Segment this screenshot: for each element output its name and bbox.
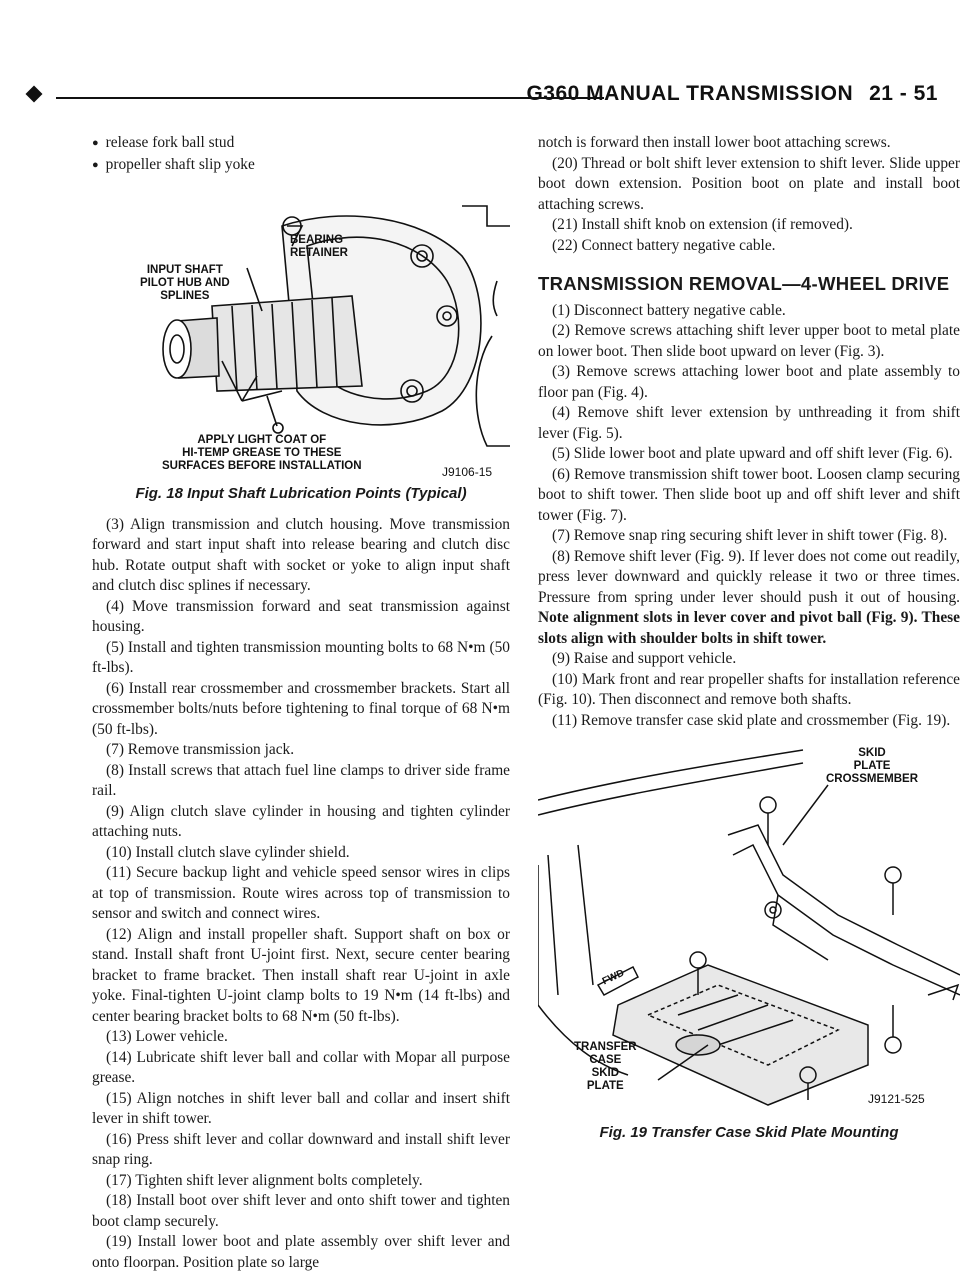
figure-19	[538, 745, 960, 1123]
removal-step-5: (5) Slide lower boot and plate upward and off shift lever (Fig. 6).	[552, 445, 953, 462]
step-8-text: (8) Remove shift lever (Fig. 9). If lever does not come out readily, press lever downward and quickly release it two or three times. Pressure from spring under lever should push it out of housing.	[538, 547, 960, 606]
removal-step-10: (10) Mark front and rear propeller shafts for installation reference (Fig. 10). Then disconnect and remove both shafts.	[538, 670, 960, 708]
removal-step-4: (4) Remove shift lever extension by unthreading it from shift lever (Fig. 5).	[538, 404, 960, 442]
page-title	[526, 82, 938, 106]
diamond-icon	[26, 86, 43, 103]
section-title: G360 MANUAL TRANSMISSION	[526, 82, 854, 105]
step-18: (18) Install boot over shift lever and onto shift tower and tighten boot clamp securely.	[92, 1192, 510, 1230]
input-shaft-illustration	[92, 186, 510, 466]
removal-step-7: (7) Remove snap ring securing shift lever in shift tower (Fig. 8).	[552, 527, 948, 544]
step-11: (11) Secure backup light and vehicle speed sensor wires in clips at top of transmission. Route wires across top of transmission to sensor and switch and connect wires.	[92, 864, 510, 922]
step-8: (8) Install screws that attach fuel line clamps to driver side frame rail.	[92, 761, 510, 799]
step-19: (19) Install lower boot and plate assembly over shift lever and onto floorpan. Position plate so large	[92, 1233, 510, 1271]
right-column	[538, 133, 960, 1144]
continued-text: notch is forward then install lower boot attaching screws.	[538, 134, 891, 151]
step-17: (17) Tighten shift lever alignment bolts completely.	[106, 1171, 423, 1189]
step-14: (14) Lubricate shift lever ball and collar with Mopar all purpose grease.	[92, 1048, 510, 1086]
left-column	[92, 133, 510, 1273]
step-6: (6) Install rear crossmember and crossmember brackets. Start all crossmember bolts/nuts before tightening to final torque of 68 N•m (50 ft-lbs).	[92, 679, 510, 738]
step-3: (3) Align transmission and clutch housing. Move transmission forward and start input shaft into release bearing and clutch disc hub. Rotate output shaft with socket or yoke to align input shaft and clutch disc splines if necessary.	[92, 515, 510, 594]
step-5: (5) Install and tighten transmission mounting bolts to 68 N•m (50 ft-lbs).	[92, 638, 510, 676]
list-item: ● release fork ball stud	[92, 133, 510, 155]
figure-19-caption: Fig. 19 Transfer Case Skid Plate Mounting	[599, 1124, 899, 1141]
bullet-list	[92, 133, 510, 176]
removal-step-8	[538, 547, 960, 650]
step-12: (12) Align and install propeller shaft. Support shaft on box or stand. Install shaft front U-joint first. Next, secure center bearing bracket to frame bracket. Then install shaft rear U-joint in axle yoke. Final-tighten U-joint clamp bolts to 19 N•m (14 ft-lbs) and center bearing bracket bolts to 68 N•m (50 ft-lbs).	[92, 925, 510, 1025]
transfer-case-skid-plate-label: TRANSFER CASE SKID PLATE	[574, 1041, 637, 1092]
removal-step-1: (1) Disconnect battery negative cable.	[552, 301, 786, 319]
skid-plate-crossmember-label: SKID PLATE CROSSMEMBER	[826, 747, 919, 785]
fwd-arrow-label: FWD	[600, 967, 627, 988]
figure-id: J9121-525	[868, 1092, 925, 1106]
step-15: (15) Align notches in shift lever ball and collar and insert shift lever in shift tower.	[92, 1089, 510, 1127]
section-heading: TRANSMISSION REMOVAL—4-WHEEL DRIVE	[538, 273, 950, 294]
step-13: (13) Lower vehicle.	[106, 1028, 228, 1045]
step-8-note: Note alignment slots in lever cover and pivot ball (Fig. 9). These slots align with shoulder bolts in shift tower.	[538, 609, 960, 647]
step-20: (20) Thread or bolt shift lever extension to shift lever. Slide upper boot down extension. Position boot on plate and install boot attaching screws.	[538, 154, 960, 213]
step-9: (9) Align clutch slave cylinder in housing and tighten cylinder attaching nuts.	[92, 802, 510, 840]
page-number: 21 - 51	[869, 82, 938, 105]
step-4: (4) Move transmission forward and seat transmission against housing.	[92, 597, 510, 635]
list-item: ● propeller shaft slip yoke	[92, 155, 510, 177]
step-16: (16) Press shift lever and collar downward and install shift lever snap ring.	[92, 1130, 510, 1168]
bearing-retainer-label: BEARING RETAINER	[290, 234, 348, 259]
removal-step-9: (9) Raise and support vehicle.	[552, 650, 737, 667]
header-rule	[56, 97, 604, 99]
step-7: (7) Remove transmission jack.	[106, 741, 295, 758]
removal-step-3: (3) Remove screws attaching lower boot and plate assembly to floor pan (Fig. 4).	[538, 363, 960, 401]
removal-step-2: (2) Remove screws attaching shift lever upper boot to metal plate on lower boot. Then slide boot upward on lever (Fig. 3).	[538, 322, 960, 360]
figure-id: J9106-15	[442, 465, 493, 479]
figure-18	[92, 186, 510, 479]
figure-18-caption: Fig. 18 Input Shaft Lubrication Points (Typical)	[135, 485, 467, 502]
grease-label: APPLY LIGHT COAT OF HI-TEMP GREASE TO THESE SURFACES BEFORE INSTALLATION	[162, 434, 362, 472]
input-shaft-label: INPUT SHAFT PILOT HUB AND SPLINES	[140, 264, 230, 302]
step-21: (21) Install shift knob on extension (if removed).	[552, 216, 853, 233]
step-22: (22) Connect battery negative cable.	[552, 236, 776, 254]
step-10: (10) Install clutch slave cylinder shield.	[106, 843, 350, 861]
removal-step-11: (11) Remove transfer case skid plate and crossmember (Fig. 19).	[552, 711, 951, 729]
page-header	[28, 82, 938, 112]
removal-step-6: (6) Remove transmission shift tower boot. Loosen clamp securing boot to shift tower. Then slide boot up and off shift lever and shift tower (Fig. 7).	[538, 465, 960, 524]
